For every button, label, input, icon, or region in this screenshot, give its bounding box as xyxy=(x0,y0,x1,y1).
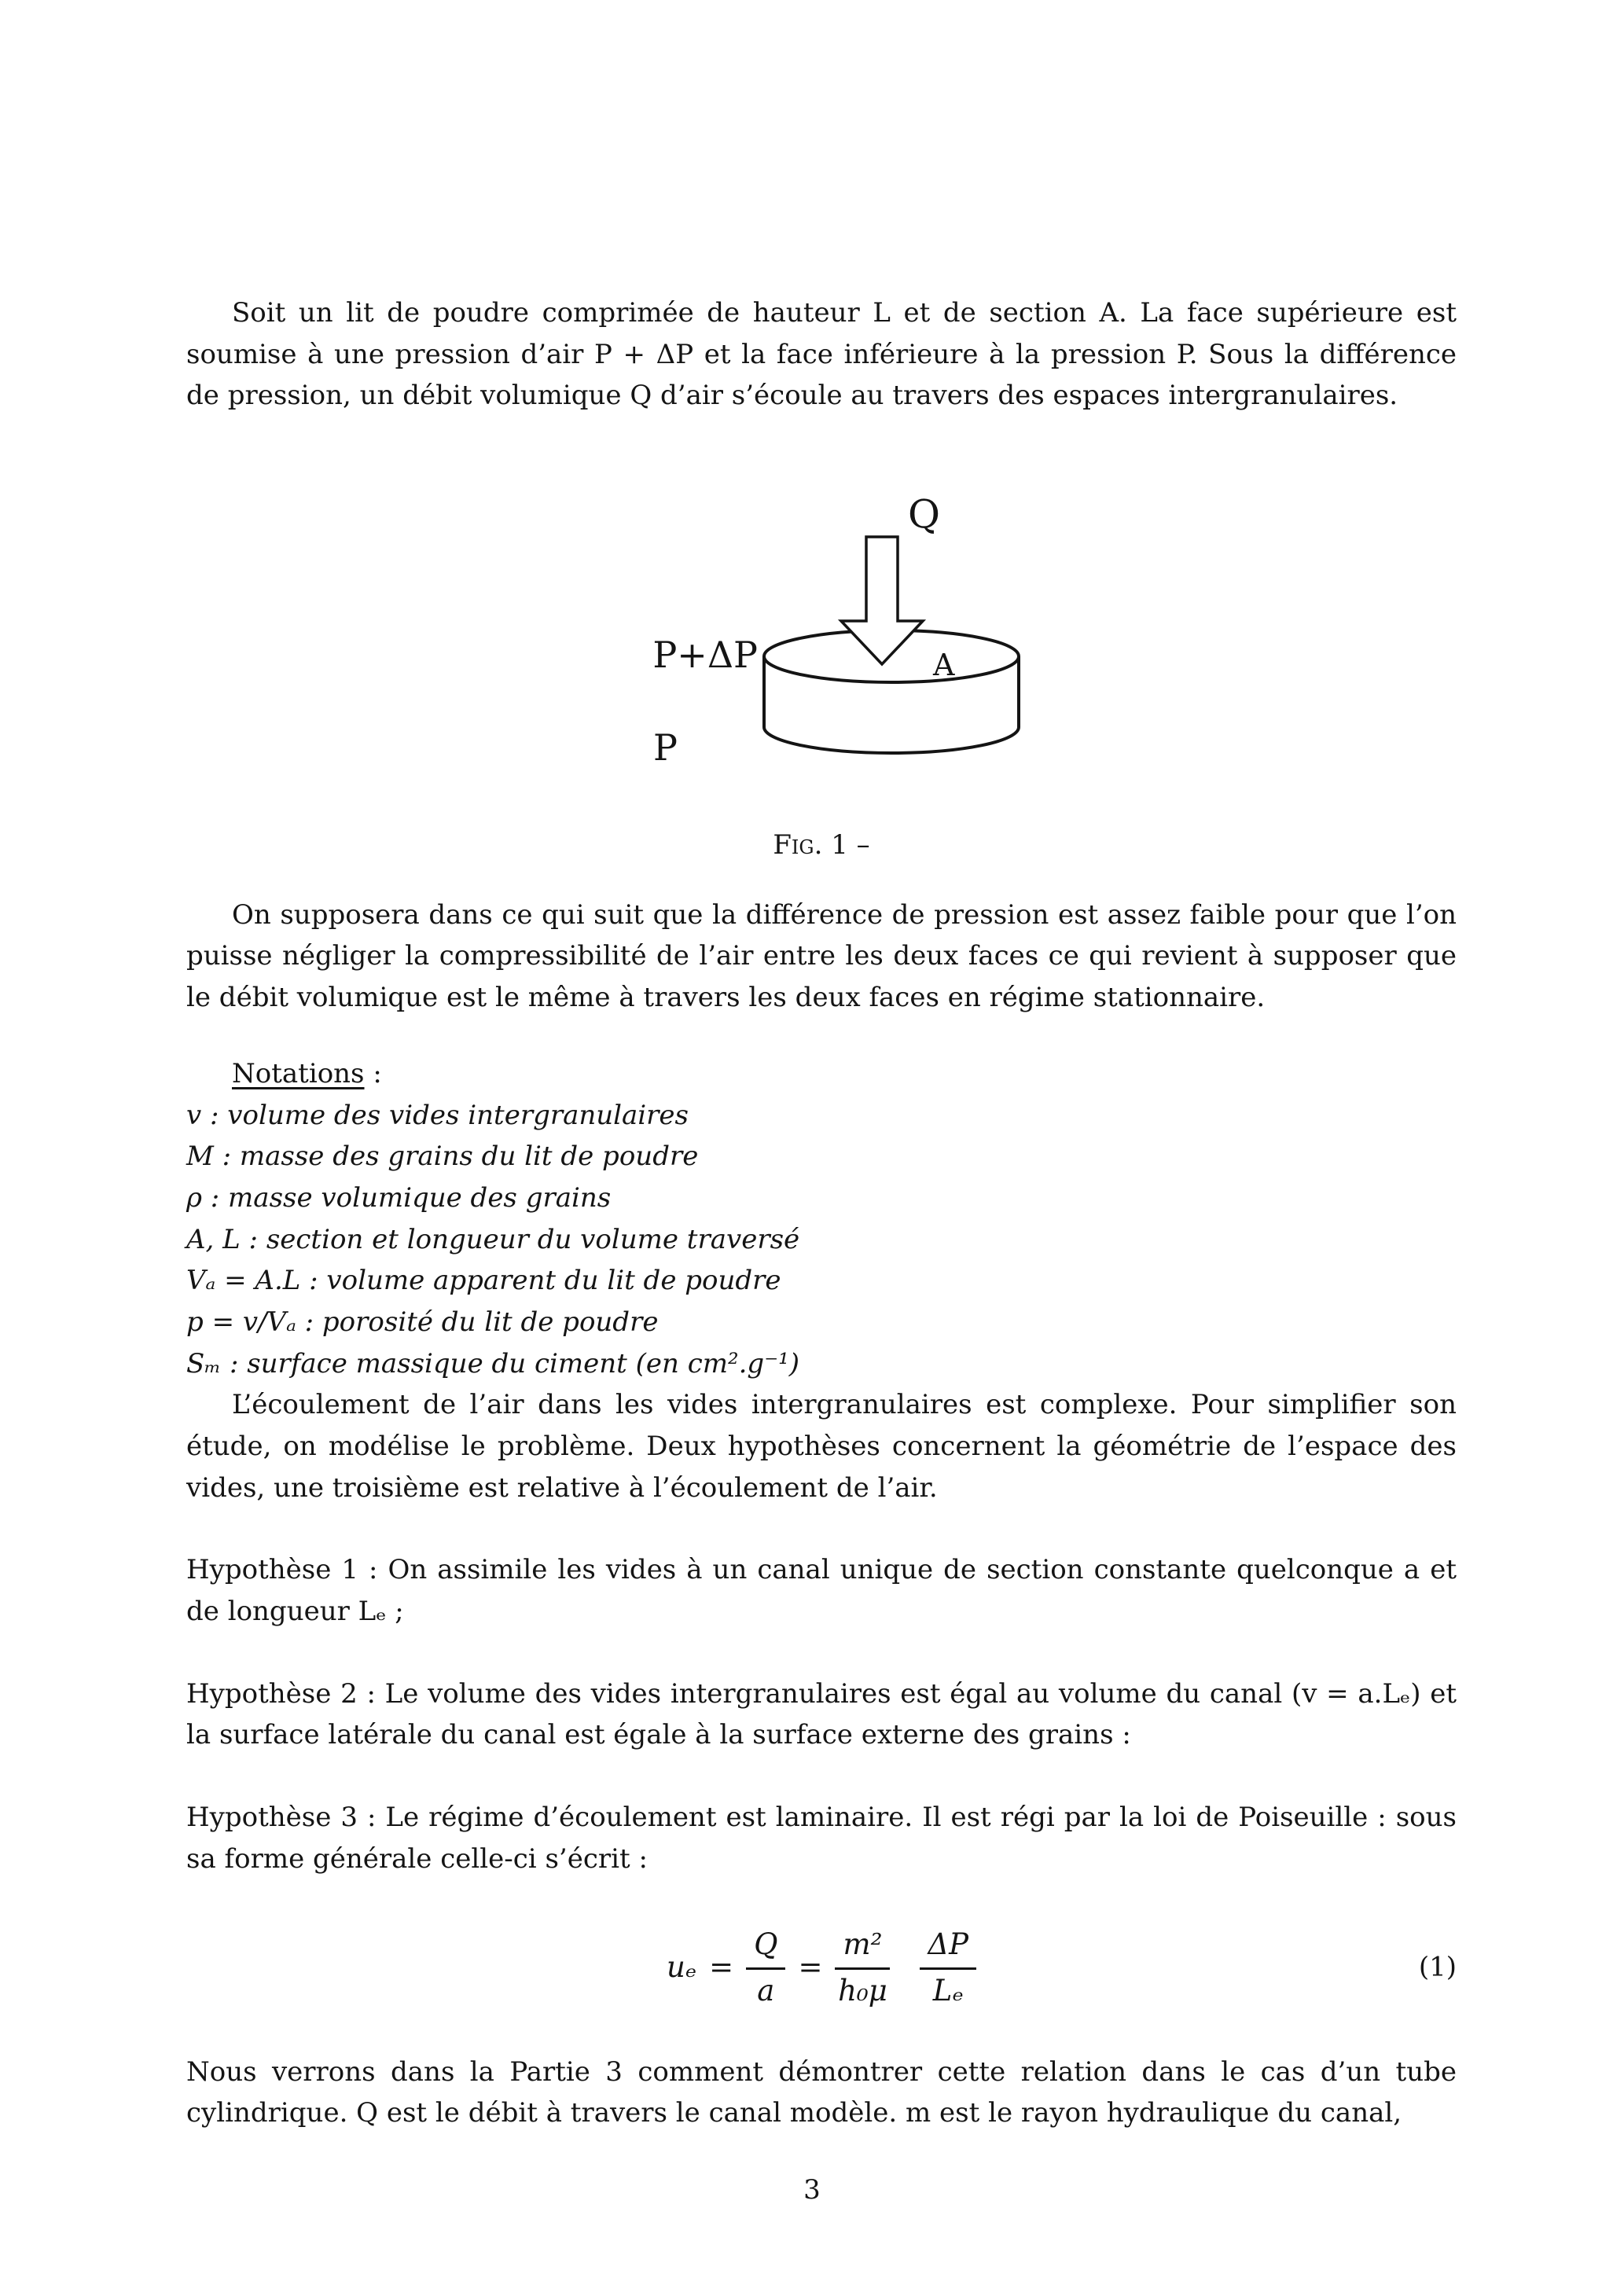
paragraph-intro: Soit un lit de poudre comprimée de hauteur L et de section A. La face supérieure est soumise à une pression d’air P + ΔP et la face inférieure à la pression P. Sous la différence de pression, un débit volumique Q d’air s’écoule au travers des espaces intergranulaires. xyxy=(186,297,1457,412)
notations-list xyxy=(186,1095,1457,1385)
notation-item: p = v/Vₐ : porosité du lit de poudre xyxy=(186,1306,659,1338)
hypothesis-2: Hypothèse 2 : Le volume des vides intergranulaires est égal au volume du canal (v = a.Lₑ) et la surface latérale du canal est égale à la surface externe des grains : xyxy=(186,1677,1457,1751)
hypothesis-3: Hypothèse 3 : Le régime d’écoulement est laminaire. Il est régi par la loi de Poiseuille : sous sa forme générale celle-ci s’écrit : xyxy=(186,1802,1457,1875)
paragraph-conclusion: Nous verrons dans la Partie 3 comment démontrer cette relation dans le cas d’un tube cylindrique. Q est le débit à travers le canal modèle. m est le rayon hydraulique du canal, xyxy=(186,2055,1457,2129)
paragraph-assumption: On supposera dans ce qui suit que la différence de pression est assez faible pour que l’on puisse négliger la compressibilité de l’air entre les deux faces ce qui revient à supposer que le débit volumique est le même à travers les deux faces en régime stationnaire. xyxy=(186,898,1457,1014)
equals-sign: = xyxy=(709,1949,734,1984)
figure-caption-rest: 1 – xyxy=(822,829,870,861)
notation-item: M : masse des grains du lit de poudre xyxy=(186,1141,699,1173)
fraction-numerator: Q xyxy=(746,1925,785,1969)
notations-heading xyxy=(186,1053,1457,1095)
notations-title: Notations xyxy=(232,1057,365,1089)
fraction-dp-over-le xyxy=(920,1925,976,2009)
equation-1 xyxy=(186,1916,1457,2019)
figure-1 xyxy=(620,491,1108,782)
equation-number: (1) xyxy=(1418,1951,1457,1983)
notation-item: Sₘ : surface massique du ciment (en cm².g⁻¹) xyxy=(186,1347,800,1379)
fraction-m2-over-h0mu xyxy=(835,1925,890,2009)
label-flow-q: Q xyxy=(908,491,940,538)
page-number: 3 xyxy=(803,2174,821,2206)
notation-item: Vₐ = A.L : volume apparent du lit de poudre xyxy=(186,1265,781,1297)
fraction-numerator: m² xyxy=(835,1925,890,1969)
figure-caption-label: Fig. xyxy=(773,829,823,861)
equals-sign: = xyxy=(798,1949,823,1984)
notation-item: A, L : section et longueur du volume traversé xyxy=(186,1223,800,1255)
label-pressure-top: P+ΔP xyxy=(652,634,758,677)
fraction-q-over-a xyxy=(746,1925,785,2009)
fraction-denominator: h₀μ xyxy=(838,1973,887,2008)
paragraph-flow-model: L’écoulement de l’air dans les vides intergranulaires est complexe. Pour simplifier son étude, on modélise le problème. Deux hypothèses concernent la géométrie de l’espace des vides, une troisième est relative à l’écoulement de l’air. xyxy=(186,1389,1457,1504)
fraction-denominator: a xyxy=(757,1973,775,2008)
label-section-a: A xyxy=(933,648,955,683)
powder-bed-diagram xyxy=(620,491,1108,782)
notation-item: v : volume des vides intergranulaires xyxy=(186,1099,689,1131)
notations-colon: : xyxy=(364,1057,382,1089)
fraction-denominator: Lₑ xyxy=(932,1973,964,2008)
fraction-numerator: ΔP xyxy=(920,1925,976,1969)
notation-item: ρ : masse volumique des grains xyxy=(186,1181,612,1214)
hypothesis-1: Hypothèse 1 : On assimile les vides à un canal unique de section constante quelconque a et de longueur Lₑ ; xyxy=(186,1554,1457,1628)
equation-body xyxy=(667,1916,976,2019)
label-pressure-bottom: P xyxy=(653,726,678,770)
equation-lhs: uₑ xyxy=(666,1949,697,1984)
document-page xyxy=(186,292,1457,2134)
figure-caption xyxy=(186,825,1457,866)
